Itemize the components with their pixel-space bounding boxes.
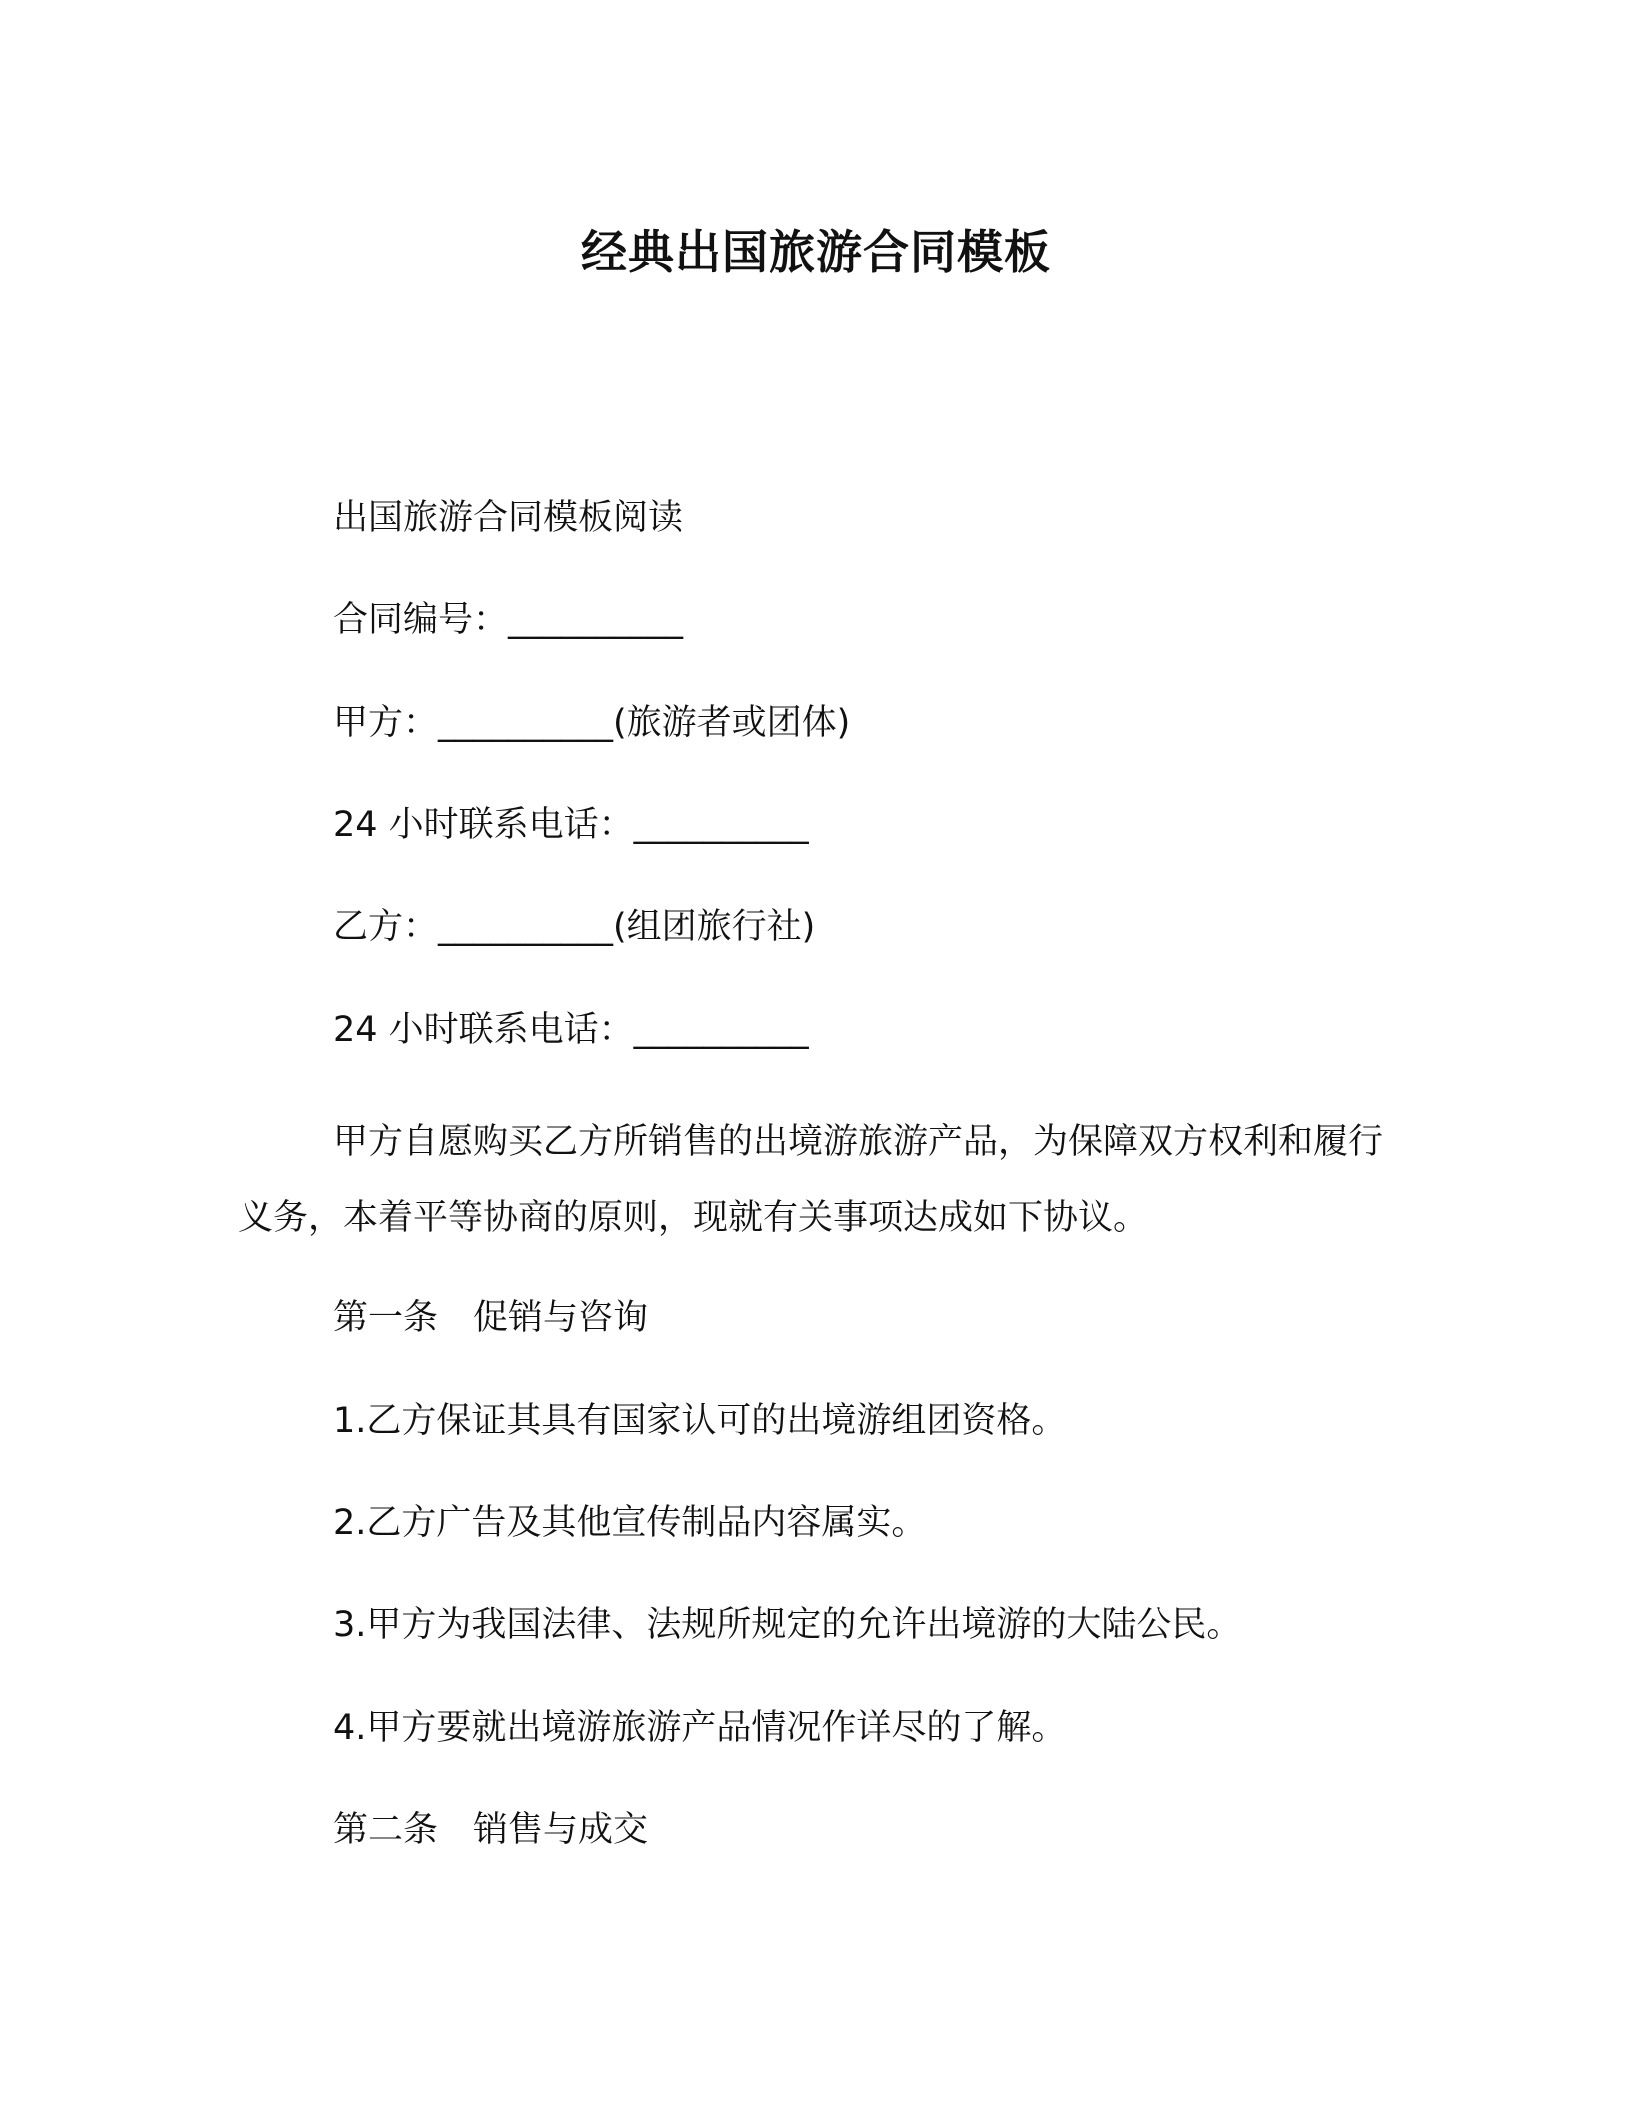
article-1-item-1: 1.乙方保证其具有国家认可的出境游组团资格。 <box>333 1401 1067 1441</box>
article-1-item-4: 4.甲方要就出境游旅游产品情况作详尽的了解。 <box>333 1708 1067 1748</box>
contract-number-field: 合同编号：__________ <box>333 600 684 640</box>
article-1-item-3: 3.甲方为我国法律、法规所规定的允许出境游的大陆公民。 <box>333 1605 1242 1645</box>
article-2-heading: 第二条 销售与成交 <box>333 1810 649 1850</box>
party-b-field: 乙方：__________(组团旅行社) <box>333 907 816 947</box>
intro-paragraph: 甲方自愿购买乙方所销售的出境游旅游产品，为保障双方权利和履行义务，本着平等协商的原则，现就有关事项达成如下协议。 <box>238 1122 1384 1238</box>
article-1-item-2: 2.乙方广告及其他宣传制品内容属实。 <box>333 1503 927 1543</box>
party-b-phone-field: 24 小时联系电话：__________ <box>333 1010 809 1050</box>
party-a-phone-field: 24 小时联系电话：__________ <box>333 805 809 845</box>
party-a-field: 甲方：__________(旅游者或团体) <box>333 703 851 743</box>
document-title: 经典出国旅游合同模板 <box>581 225 1051 279</box>
subtitle: 出国旅游合同模板阅读 <box>333 498 684 538</box>
article-1-heading: 第一条 促销与咨询 <box>333 1298 649 1338</box>
